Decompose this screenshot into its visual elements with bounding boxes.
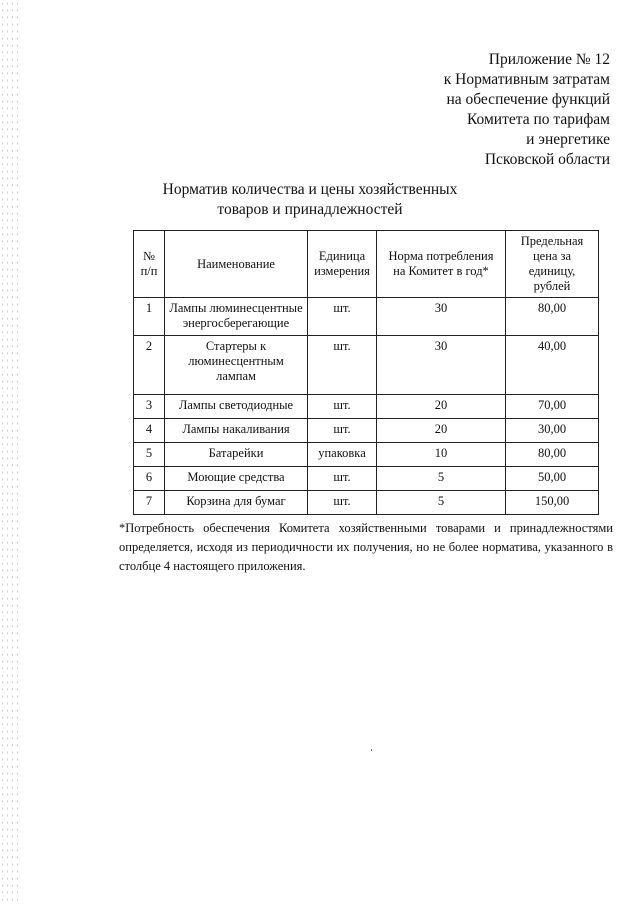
cell-num: 5 xyxy=(134,443,165,467)
appendix-line: к Нормативным затратам xyxy=(443,71,610,88)
cell-unit: шт. xyxy=(308,419,377,443)
header-num: № п/п xyxy=(134,231,165,298)
document-title xyxy=(150,180,470,220)
cell-name: Моющие средства xyxy=(165,467,308,491)
cell-name: Лампы светодиодные xyxy=(165,395,308,419)
table-header-row xyxy=(134,231,599,298)
cell-name: Батарейки xyxy=(165,443,308,467)
cell-num: 6 xyxy=(134,467,165,491)
header-name: Наименование xyxy=(165,231,308,298)
title-line: Норматив количества и цены хозяйственных xyxy=(162,181,458,198)
cell-unit: шт. xyxy=(308,395,377,419)
cell-norm: 20 xyxy=(377,419,506,443)
appendix-line: и энергетике xyxy=(526,131,610,148)
cell-norm: 5 xyxy=(377,467,506,491)
cell-num: 7 xyxy=(134,491,165,515)
table-row xyxy=(134,443,599,467)
scan-edge-noise xyxy=(0,0,22,905)
cell-price: 50,00 xyxy=(506,467,599,491)
cell-price: 150,00 xyxy=(506,491,599,515)
table-row xyxy=(134,336,599,395)
scan-speck xyxy=(371,749,372,751)
cell-norm: 5 xyxy=(377,491,506,515)
cell-norm: 30 xyxy=(377,298,506,336)
table-row xyxy=(134,467,599,491)
header-unit: Единица измерения xyxy=(308,231,377,298)
table-row xyxy=(134,298,599,336)
cell-unit: шт. xyxy=(308,467,377,491)
cell-num: 4 xyxy=(134,419,165,443)
appendix-line: Псковской области xyxy=(484,151,610,168)
cell-norm: 30 xyxy=(377,336,506,395)
cell-name: Стартеры к люминесцентным лампам xyxy=(165,336,308,395)
appendix-line: Приложение № 12 xyxy=(488,51,610,68)
title-line: товаров и принадлежностей xyxy=(217,201,403,218)
footnote: *Потребность обеспечения Комитета хозяйственными товарами и принадлежностями определяется, исходя из периодичности их получения, но не более норматива, указанного в столбце 4 настоящего приложения. xyxy=(119,521,613,573)
cell-name: Корзина для бумаг xyxy=(165,491,308,515)
cell-name: Лампы люминесцентные энергосберегающие xyxy=(165,298,308,336)
cell-name: Лампы накаливания xyxy=(165,419,308,443)
table-row xyxy=(134,395,599,419)
cell-price: 30,00 xyxy=(506,419,599,443)
appendix-header xyxy=(350,50,610,170)
appendix-line: на обеспечение функций xyxy=(446,91,610,108)
cell-norm: 20 xyxy=(377,395,506,419)
cell-unit: упаковка xyxy=(308,443,377,467)
cell-price: 80,00 xyxy=(506,298,599,336)
cell-unit: шт. xyxy=(308,491,377,515)
cell-unit: шт. xyxy=(308,298,377,336)
header-norm: Норма потребления на Комитет в год* xyxy=(377,231,506,298)
appendix-line: Комитета по тарифам xyxy=(466,111,610,128)
cell-price: 40,00 xyxy=(506,336,599,395)
cell-price: 70,00 xyxy=(506,395,599,419)
table-row xyxy=(134,491,599,515)
cell-price: 80,00 xyxy=(506,443,599,467)
table-row xyxy=(134,419,599,443)
cell-num: 1 xyxy=(134,298,165,336)
norms-table xyxy=(133,230,599,515)
cell-norm: 10 xyxy=(377,443,506,467)
cell-unit: шт. xyxy=(308,336,377,395)
cell-num: 2 xyxy=(134,336,165,395)
cell-num: 3 xyxy=(134,395,165,419)
header-price: Предельная цена за единицу, рублей xyxy=(506,231,599,298)
